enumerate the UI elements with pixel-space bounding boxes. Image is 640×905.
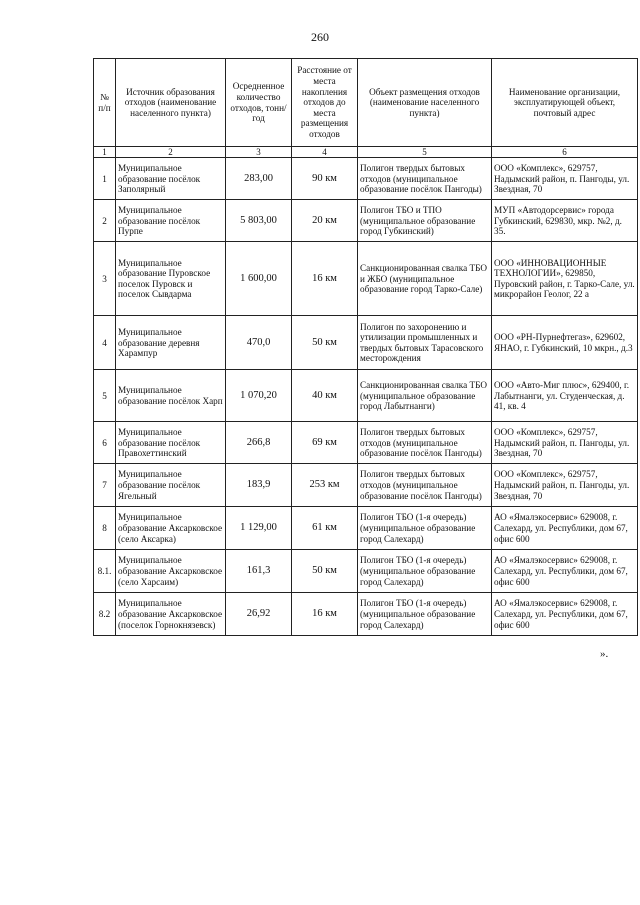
distance: 253 км [292,464,358,507]
column-number: 5 [358,147,492,158]
waste-quantity: 183,9 [226,464,292,507]
row-number: 3 [94,242,116,316]
closing-quote-mark: ». [600,648,609,660]
disposal-object: Санкционированная свалка ТБО (муниципальное образование город Лабытнанги) [358,370,492,422]
table-row [94,593,638,636]
operator-organization: МУП «Автодорсервис» города Губкинский, 629830, мкр. №2, д. 35. [492,200,638,242]
waste-quantity: 26,92 [226,593,292,636]
disposal-object: Полигон ТБО (1-я очередь) (муниципальное образование город Салехард) [358,593,492,636]
waste-quantity: 1 070,20 [226,370,292,422]
waste-source: Муниципальное образование посёлок Пурпе [116,200,226,242]
column-number: 2 [116,147,226,158]
column-number: 3 [226,147,292,158]
distance: 69 км [292,422,358,464]
operator-organization: ООО «РН-Пурнефтегаз», 629602, ЯНАО, г. Губкинский, 10 мкрн., д.3 [492,316,638,370]
table-row [94,200,638,242]
distance: 50 км [292,550,358,593]
row-number: 7 [94,464,116,507]
table-row [94,316,638,370]
table-row [94,507,638,550]
waste-source: Муниципальное образование Аксарковское (село Харсаим) [116,550,226,593]
column-number-row [94,147,638,158]
disposal-object: Полигон ТБО (1-я очередь) (муниципальное образование город Салехард) [358,507,492,550]
operator-organization: АО «Ямалэкосервис» 629008, г. Салехард, ул. Республики, дом 67, офис 600 [492,593,638,636]
operator-organization: АО «Ямалэкосервис» 629008, г. Салехард, ул. Республики, дом 67, офис 600 [492,507,638,550]
header-source: Источник образования отходов (наименование населенного пункта) [116,59,226,147]
waste-disposal-table [93,58,638,636]
waste-quantity: 266,8 [226,422,292,464]
page-number: 260 [311,30,329,44]
distance: 40 км [292,370,358,422]
row-number: 2 [94,200,116,242]
header-distance: Расстояние от места накопления отходов до места размещения отходов [292,59,358,147]
row-number: 8.1. [94,550,116,593]
table-row [94,464,638,507]
operator-organization: ООО «Комплекс», 629757, Надымский район, п. Пангоды, ул. Звездная, 70 [492,422,638,464]
row-number: 5 [94,370,116,422]
row-number: 1 [94,158,116,200]
row-number: 4 [94,316,116,370]
waste-source: Муниципальное образование посёлок Ягельный [116,464,226,507]
row-number: 6 [94,422,116,464]
waste-quantity: 470,0 [226,316,292,370]
header-quantity: Осредненное количество отходов, тонн/год [226,59,292,147]
row-number: 8.2 [94,593,116,636]
waste-quantity: 161,3 [226,550,292,593]
header-row [94,59,638,147]
table-row [94,550,638,593]
table-row [94,370,638,422]
distance: 90 км [292,158,358,200]
disposal-object: Полигон твердых бытовых отходов (муниципальное образование посёлок Пангоды) [358,464,492,507]
operator-organization: ООО «Комплекс», 629757, Надымский район, п. Пангоды, ул. Звездная, 70 [492,464,638,507]
column-number: 1 [94,147,116,158]
waste-quantity: 5 803,00 [226,200,292,242]
header-num: № п/п [94,59,116,147]
waste-source: Муниципальное образование Аксарковское (село Аксарка) [116,507,226,550]
disposal-object: Санкционированная свалка ТБО и ЖБО (муниципальное образование город Тарко-Сале) [358,242,492,316]
table-row [94,242,638,316]
column-number: 6 [492,147,638,158]
table-row [94,422,638,464]
table-row [94,158,638,200]
disposal-object: Полигон твердых бытовых отходов (муниципальное образование посёлок Пангоды) [358,422,492,464]
distance: 16 км [292,593,358,636]
disposal-object: Полигон твердых бытовых отходов (муниципальное образование посёлок Пангоды) [358,158,492,200]
operator-organization: ООО «Авто-Миг плюс», 629400, г. Лабытнанги, ул. Студенческая, д. 41, кв. 4 [492,370,638,422]
operator-organization: АО «Ямалэкосервис» 629008, г. Салехард, ул. Республики, дом 67, офис 600 [492,550,638,593]
distance: 20 км [292,200,358,242]
disposal-object: Полигон ТБО и ТПО (муниципальное образование город Губкинский) [358,200,492,242]
row-number: 8 [94,507,116,550]
header-organization: Наименование организации, эксплуатирующей объект, почтовый адрес [492,59,638,147]
waste-quantity: 1 600,00 [226,242,292,316]
waste-source: Муниципальное образование посёлок Заполярный [116,158,226,200]
distance: 61 км [292,507,358,550]
distance: 50 км [292,316,358,370]
waste-quantity: 283,00 [226,158,292,200]
header-object: Объект размещения отходов (наименование населенного пункта) [358,59,492,147]
waste-quantity: 1 129,00 [226,507,292,550]
column-number: 4 [292,147,358,158]
operator-organization: ООО «Комплекс», 629757, Надымский район, п. Пангоды, ул. Звездная, 70 [492,158,638,200]
distance: 16 км [292,242,358,316]
operator-organization: ООО «ИННОВАЦИОННЫЕ ТЕХНОЛОГИИ», 629850, Пуровский район, г. Тарко-Сале, ул. микрорайон Геолог, 22 а [492,242,638,316]
waste-source: Муниципальное образование Пуровское поселок Пуровск и поселок Сывдарма [116,242,226,316]
waste-source: Муниципальное образование Аксарковское (поселок Горнокнязевск) [116,593,226,636]
waste-source: Муниципальное образование деревня Харампур [116,316,226,370]
disposal-object: Полигон ТБО (1-я очередь) (муниципальное образование город Салехард) [358,550,492,593]
waste-source: Муниципальное образование посёлок Правохеттинский [116,422,226,464]
disposal-object: Полигон по захоронению и утилизации промышленных и твердых бытовых Тарасовского месторождения [358,316,492,370]
waste-source: Муниципальное образование посёлок Харп [116,370,226,422]
